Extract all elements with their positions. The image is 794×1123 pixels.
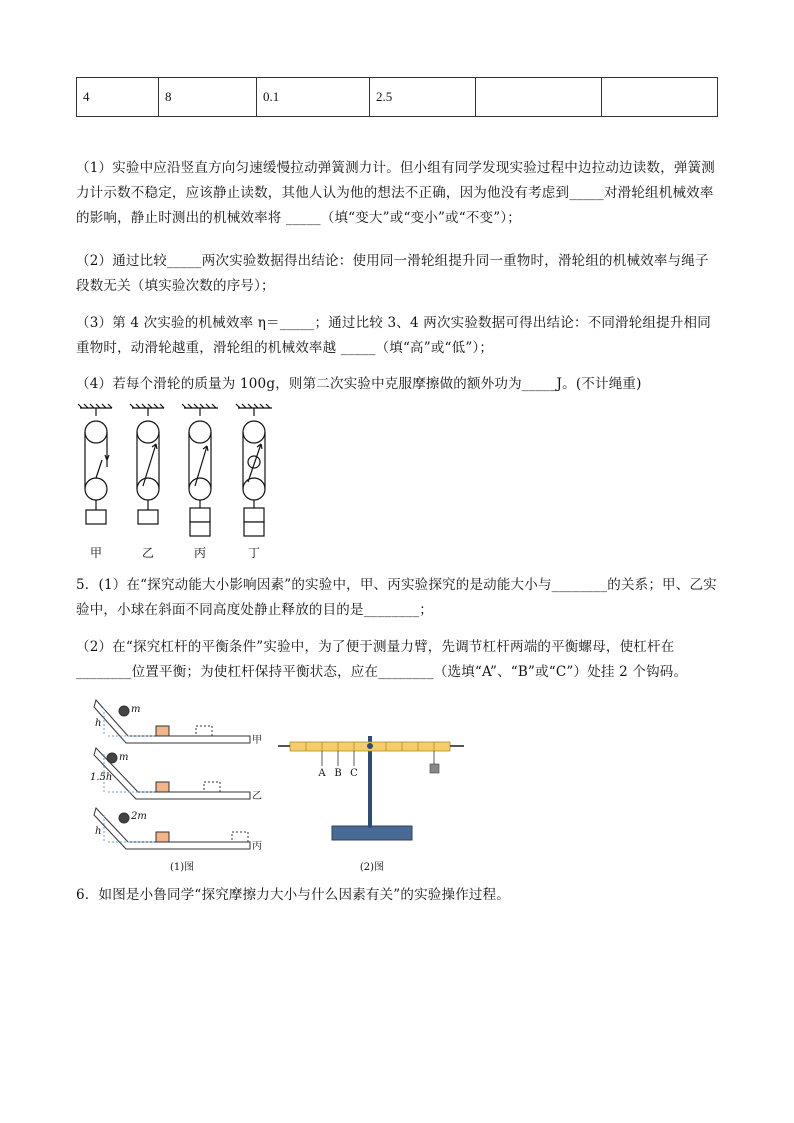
q5-part1: 5．(1）在“探究动能大小影响因素”的实验中，甲、丙实验探究的是动能大小与________的关系；甲、乙实验中，小球在斜面不同高度处静止释放的目的是________； [76,577,717,618]
table-cell: 8 [159,78,257,117]
table-cell: 2.5 [370,78,476,117]
hanging-weight [430,764,439,773]
lever-stand [332,736,412,840]
label-c: 丙 [193,546,207,560]
point-b: B [334,768,342,779]
pulley-setup-a [78,404,112,524]
q4-part1: （1）实验中应沿竖直方向匀速缓慢拉动弹簧测力计。但小组有同学发现实验过程中边拉动边读数，弹簧测力计示数不稳定，应该静止读数，其他人认为他的想法不正确，因为他没有考虑到_____对滑轮组机械效率的影响，静止时测出的机械效率将 _____（填“变大”或“变小”或“不变”）； [76,160,715,226]
ramp-b-mass: m [119,752,129,763]
ramp-c-height: h [95,826,102,837]
ramp-b [94,748,250,799]
q5-part2: （2）在“探究杠杆的平衡条件”实验中，为了便于测量力臂，先调节杠杆两端的平衡螺母，使杠杆在________位置平衡；为使杠杆保持平衡状态，应在________（选填“A”、“B”或“C”）处挂 2 个钩码。 [76,639,688,680]
ramp-b-tag: 乙 [252,791,262,802]
label-d: 丁 [247,546,261,560]
point-a: A [318,768,326,779]
label-a: 甲 [89,546,103,560]
ramp-c [94,808,250,849]
lever-balance-figure [276,728,476,876]
point-c: C [350,768,358,779]
pulley-setup-b [130,404,164,524]
table-cell [602,78,718,117]
q4-part3: （3）第 4 次实验的机械效率 η＝_____；通过比较 3、4 两次实验数据可得出结论：不同滑轮组提升相同重物时，动滑轮越重，滑轮组的机械效率越 _____（填“高”或“低”）； [76,315,711,356]
table-cell [476,78,602,117]
ramp-a-tag: 甲 [252,735,262,746]
pulley-setup-d [236,404,272,536]
q4-part4: （4）若每个滑轮的质量为 100g，则第二次实验中克服摩擦做的额外功为_____J。(不计绳重) [76,376,642,392]
pulley-setup-c [182,404,218,536]
lever-figure-caption: (2)图 [359,862,385,873]
ramp-a [94,700,250,743]
ramp-c-mass: 2m [131,811,147,822]
lever-bar [278,742,464,751]
ramp-a-mass: m [131,704,141,715]
table-row [77,78,718,117]
ramp-figure-caption: (1)图 [170,862,195,873]
pulley-diagram [76,402,286,564]
q6-text: 6．如图是小鲁同学“探究摩擦力大小与什么因素有关”的实验操作过程。 [76,887,510,903]
table-cell: 0.1 [257,78,370,117]
ramp-b-height: 1.5h [90,772,113,783]
kinetic-energy-ramp-figure [90,690,270,875]
label-b: 乙 [141,546,155,560]
q4-part2: （2）通过比较_____两次实验数据得出结论：使用同一滑轮组提升同一重物时，滑轮组的机械效率与绳子段数无关（填实验次数的序号）； [76,253,709,294]
ramp-c-tag: 丙 [252,841,262,852]
results-table [76,77,718,117]
table-cell: 4 [77,78,159,117]
ramp-a-height: h [95,718,102,729]
